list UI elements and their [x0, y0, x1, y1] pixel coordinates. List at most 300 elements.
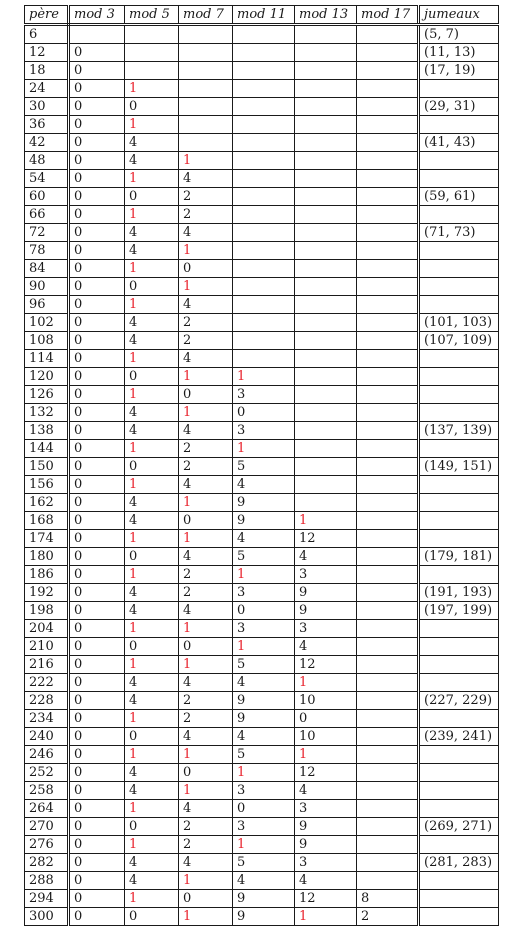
cell-mod-11: 9	[233, 692, 295, 710]
cell-jumeaux	[419, 800, 499, 818]
cell-mod-7: 0	[179, 260, 233, 278]
table-row	[25, 422, 499, 440]
cell-mod-3: 0	[69, 62, 125, 80]
cell-mod-17	[357, 206, 419, 224]
cell-jumeaux: (197, 199)	[419, 602, 499, 620]
cell-jumeaux	[419, 638, 499, 656]
cell-mod-5: 1	[125, 116, 179, 134]
cell-jumeaux	[419, 170, 499, 188]
cell-mod-3: 0	[69, 458, 125, 476]
cell-mod-11	[233, 98, 295, 116]
table-row	[25, 728, 499, 746]
cell-jumeaux	[419, 656, 499, 674]
table-row	[25, 638, 499, 656]
cell-pere: 54	[25, 170, 69, 188]
cell-mod-13	[295, 260, 357, 278]
cell-mod-17	[357, 440, 419, 458]
cell-jumeaux	[419, 494, 499, 512]
cell-mod-7: 4	[179, 602, 233, 620]
cell-mod-13	[295, 242, 357, 260]
cell-pere: 12	[25, 44, 69, 62]
cell-mod-11	[233, 296, 295, 314]
cell-mod-13	[295, 440, 357, 458]
cell-mod-5: 4	[125, 494, 179, 512]
cell-mod-5: 1	[125, 296, 179, 314]
cell-mod-11: 3	[233, 620, 295, 638]
cell-jumeaux	[419, 746, 499, 764]
cell-mod-11: 1	[233, 566, 295, 584]
cell-mod-13	[295, 278, 357, 296]
cell-mod-13	[295, 44, 357, 62]
cell-jumeaux: (5, 7)	[419, 25, 499, 44]
cell-mod-11: 3	[233, 782, 295, 800]
cell-pere: 102	[25, 314, 69, 332]
cell-mod-17	[357, 512, 419, 530]
cell-mod-7: 2	[179, 188, 233, 206]
cell-pere: 204	[25, 620, 69, 638]
cell-mod-11: 1	[233, 764, 295, 782]
cell-jumeaux: (137, 139)	[419, 422, 499, 440]
table-row	[25, 188, 499, 206]
table-row	[25, 296, 499, 314]
table-row	[25, 782, 499, 800]
cell-mod-7: 2	[179, 836, 233, 854]
cell-pere: 84	[25, 260, 69, 278]
cell-mod-5: 0	[125, 638, 179, 656]
cell-mod-7	[179, 62, 233, 80]
cell-mod-5: 1	[125, 836, 179, 854]
cell-mod-7: 2	[179, 332, 233, 350]
cell-mod-17	[357, 728, 419, 746]
cell-mod-17	[357, 278, 419, 296]
cell-mod-7	[179, 116, 233, 134]
cell-mod-17	[357, 620, 419, 638]
cell-mod-17	[357, 746, 419, 764]
table-row	[25, 404, 499, 422]
cell-mod-17	[357, 602, 419, 620]
cell-mod-7: 4	[179, 476, 233, 494]
cell-mod-3: 0	[69, 296, 125, 314]
header-mod-11: mod 11	[233, 6, 295, 25]
cell-mod-13	[295, 152, 357, 170]
header-jumeaux: jumeaux	[419, 6, 499, 25]
cell-pere: 198	[25, 602, 69, 620]
cell-mod-5: 4	[125, 512, 179, 530]
cell-mod-11	[233, 188, 295, 206]
cell-mod-7: 1	[179, 782, 233, 800]
cell-mod-3: 0	[69, 548, 125, 566]
cell-mod-5: 4	[125, 314, 179, 332]
cell-mod-5: 0	[125, 278, 179, 296]
cell-mod-11: 1	[233, 368, 295, 386]
cell-mod-7: 1	[179, 872, 233, 890]
cell-mod-17	[357, 638, 419, 656]
cell-mod-13: 9	[295, 602, 357, 620]
cell-pere: 180	[25, 548, 69, 566]
cell-mod-11	[233, 25, 295, 44]
header-mod-3: mod 3	[69, 6, 125, 25]
cell-pere: 216	[25, 656, 69, 674]
cell-jumeaux: (179, 181)	[419, 548, 499, 566]
cell-jumeaux	[419, 836, 499, 854]
cell-mod-5: 0	[125, 728, 179, 746]
table-row	[25, 368, 499, 386]
cell-pere: 66	[25, 206, 69, 224]
table-row	[25, 710, 499, 728]
cell-mod-17: 8	[357, 890, 419, 908]
cell-mod-13	[295, 476, 357, 494]
cell-mod-7: 1	[179, 746, 233, 764]
cell-mod-5: 4	[125, 224, 179, 242]
cell-jumeaux	[419, 80, 499, 98]
table-row	[25, 314, 499, 332]
cell-mod-13: 12	[295, 530, 357, 548]
cell-mod-7: 4	[179, 854, 233, 872]
cell-jumeaux	[419, 260, 499, 278]
cell-jumeaux	[419, 908, 499, 926]
cell-mod-11: 1	[233, 440, 295, 458]
cell-mod-5: 4	[125, 134, 179, 152]
cell-mod-5: 4	[125, 332, 179, 350]
cell-mod-3: 0	[69, 368, 125, 386]
cell-mod-3: 0	[69, 854, 125, 872]
cell-pere: 150	[25, 458, 69, 476]
cell-mod-13: 1	[295, 746, 357, 764]
cell-mod-5: 1	[125, 350, 179, 368]
cell-mod-3: 0	[69, 836, 125, 854]
cell-mod-17	[357, 242, 419, 260]
cell-mod-5: 1	[125, 80, 179, 98]
cell-mod-17	[357, 782, 419, 800]
table-row	[25, 494, 499, 512]
cell-mod-11	[233, 116, 295, 134]
cell-mod-17	[357, 800, 419, 818]
cell-mod-7	[179, 80, 233, 98]
cell-jumeaux: (107, 109)	[419, 332, 499, 350]
cell-mod-3: 0	[69, 800, 125, 818]
cell-mod-5: 4	[125, 782, 179, 800]
cell-pere: 30	[25, 98, 69, 116]
cell-pere: 42	[25, 134, 69, 152]
cell-mod-5: 0	[125, 368, 179, 386]
cell-mod-13	[295, 170, 357, 188]
cell-mod-13: 1	[295, 674, 357, 692]
cell-pere: 246	[25, 746, 69, 764]
cell-mod-5: 4	[125, 854, 179, 872]
cell-jumeaux: (191, 193)	[419, 584, 499, 602]
cell-mod-17	[357, 566, 419, 584]
cell-mod-17	[357, 332, 419, 350]
table-row	[25, 890, 499, 908]
cell-mod-11: 4	[233, 872, 295, 890]
cell-mod-7: 0	[179, 890, 233, 908]
table-row	[25, 25, 499, 44]
cell-mod-5: 1	[125, 170, 179, 188]
cell-mod-5: 4	[125, 674, 179, 692]
cell-pere: 192	[25, 584, 69, 602]
cell-pere: 162	[25, 494, 69, 512]
cell-mod-11	[233, 242, 295, 260]
cell-pere: 138	[25, 422, 69, 440]
cell-jumeaux: (41, 43)	[419, 134, 499, 152]
cell-mod-17	[357, 764, 419, 782]
cell-mod-5: 0	[125, 548, 179, 566]
cell-mod-17	[357, 530, 419, 548]
cell-mod-3: 0	[69, 818, 125, 836]
cell-pere: 294	[25, 890, 69, 908]
cell-mod-5: 1	[125, 530, 179, 548]
cell-jumeaux: (59, 61)	[419, 188, 499, 206]
table-row	[25, 278, 499, 296]
cell-jumeaux	[419, 512, 499, 530]
table-row	[25, 62, 499, 80]
cell-mod-7: 2	[179, 206, 233, 224]
cell-mod-17	[357, 422, 419, 440]
cell-mod-13	[295, 350, 357, 368]
cell-mod-7: 1	[179, 656, 233, 674]
cell-pere: 36	[25, 116, 69, 134]
cell-mod-3: 0	[69, 512, 125, 530]
cell-mod-17	[357, 818, 419, 836]
cell-pere: 234	[25, 710, 69, 728]
cell-mod-13: 12	[295, 764, 357, 782]
cell-pere: 114	[25, 350, 69, 368]
cell-mod-13: 4	[295, 782, 357, 800]
cell-mod-3: 0	[69, 404, 125, 422]
cell-mod-3: 0	[69, 116, 125, 134]
cell-pere: 252	[25, 764, 69, 782]
cell-pere: 300	[25, 908, 69, 926]
cell-mod-11	[233, 314, 295, 332]
cell-mod-7: 4	[179, 296, 233, 314]
cell-jumeaux: (227, 229)	[419, 692, 499, 710]
table-row	[25, 656, 499, 674]
table-body	[25, 25, 499, 926]
cell-pere: 270	[25, 818, 69, 836]
table-row	[25, 836, 499, 854]
cell-mod-5: 1	[125, 710, 179, 728]
cell-mod-17	[357, 584, 419, 602]
cell-mod-3: 0	[69, 242, 125, 260]
cell-mod-13: 10	[295, 692, 357, 710]
cell-mod-13	[295, 332, 357, 350]
cell-mod-5: 4	[125, 692, 179, 710]
cell-jumeaux: (11, 13)	[419, 44, 499, 62]
table-row	[25, 584, 499, 602]
table-row	[25, 746, 499, 764]
header-mod-13: mod 13	[295, 6, 357, 25]
cell-pere: 18	[25, 62, 69, 80]
cell-mod-7: 4	[179, 800, 233, 818]
cell-mod-13	[295, 296, 357, 314]
cell-mod-3: 0	[69, 188, 125, 206]
residue-table	[24, 5, 499, 926]
cell-mod-13: 9	[295, 818, 357, 836]
cell-mod-7: 4	[179, 170, 233, 188]
cell-mod-5: 4	[125, 584, 179, 602]
cell-mod-13	[295, 404, 357, 422]
cell-mod-5: 4	[125, 404, 179, 422]
table-row	[25, 854, 499, 872]
table-row	[25, 224, 499, 242]
cell-mod-17	[357, 44, 419, 62]
cell-mod-13: 4	[295, 872, 357, 890]
cell-mod-3: 0	[69, 134, 125, 152]
cell-mod-13	[295, 368, 357, 386]
table-row	[25, 350, 499, 368]
cell-mod-17	[357, 296, 419, 314]
cell-jumeaux: (269, 271)	[419, 818, 499, 836]
cell-jumeaux: (281, 283)	[419, 854, 499, 872]
cell-mod-5: 0	[125, 458, 179, 476]
cell-pere: 6	[25, 25, 69, 44]
cell-mod-11: 9	[233, 494, 295, 512]
table-row	[25, 152, 499, 170]
cell-pere: 174	[25, 530, 69, 548]
cell-mod-7: 2	[179, 692, 233, 710]
cell-mod-7: 4	[179, 224, 233, 242]
cell-mod-11: 4	[233, 728, 295, 746]
cell-mod-17	[357, 854, 419, 872]
cell-mod-5	[125, 44, 179, 62]
cell-jumeaux	[419, 404, 499, 422]
cell-mod-3: 0	[69, 350, 125, 368]
cell-mod-7: 4	[179, 674, 233, 692]
cell-mod-5: 1	[125, 476, 179, 494]
cell-mod-7: 1	[179, 242, 233, 260]
cell-mod-3: 0	[69, 80, 125, 98]
cell-mod-17	[357, 152, 419, 170]
cell-jumeaux: (71, 73)	[419, 224, 499, 242]
cell-mod-13	[295, 206, 357, 224]
cell-mod-3: 0	[69, 260, 125, 278]
cell-jumeaux	[419, 386, 499, 404]
cell-mod-3: 0	[69, 890, 125, 908]
cell-mod-7: 1	[179, 404, 233, 422]
cell-jumeaux	[419, 674, 499, 692]
cell-pere: 276	[25, 836, 69, 854]
cell-mod-5: 1	[125, 746, 179, 764]
cell-mod-13	[295, 494, 357, 512]
table-row	[25, 386, 499, 404]
cell-pere: 240	[25, 728, 69, 746]
cell-mod-11: 5	[233, 656, 295, 674]
cell-jumeaux	[419, 566, 499, 584]
cell-mod-5: 4	[125, 242, 179, 260]
cell-jumeaux	[419, 710, 499, 728]
cell-mod-3: 0	[69, 566, 125, 584]
cell-mod-5: 1	[125, 800, 179, 818]
table-row	[25, 818, 499, 836]
cell-mod-5: 4	[125, 872, 179, 890]
cell-mod-7: 1	[179, 908, 233, 926]
cell-mod-11: 5	[233, 854, 295, 872]
cell-mod-3: 0	[69, 206, 125, 224]
cell-pere: 48	[25, 152, 69, 170]
cell-mod-5: 0	[125, 98, 179, 116]
table-row	[25, 620, 499, 638]
cell-jumeaux	[419, 242, 499, 260]
cell-mod-5: 4	[125, 764, 179, 782]
cell-pere: 96	[25, 296, 69, 314]
cell-mod-13	[295, 98, 357, 116]
cell-mod-17	[357, 674, 419, 692]
cell-mod-11: 0	[233, 602, 295, 620]
cell-mod-7: 1	[179, 368, 233, 386]
cell-mod-13: 10	[295, 728, 357, 746]
cell-mod-7: 2	[179, 566, 233, 584]
cell-mod-5: 0	[125, 818, 179, 836]
cell-mod-5: 1	[125, 890, 179, 908]
cell-mod-17	[357, 368, 419, 386]
cell-mod-17	[357, 134, 419, 152]
cell-mod-17	[357, 170, 419, 188]
cell-mod-17: 2	[357, 908, 419, 926]
cell-mod-5: 0	[125, 188, 179, 206]
table-row	[25, 908, 499, 926]
cell-mod-13	[295, 224, 357, 242]
cell-mod-13: 3	[295, 566, 357, 584]
cell-mod-13: 9	[295, 836, 357, 854]
cell-jumeaux	[419, 764, 499, 782]
table-row	[25, 44, 499, 62]
cell-mod-5	[125, 25, 179, 44]
cell-mod-5: 1	[125, 260, 179, 278]
cell-mod-17	[357, 836, 419, 854]
cell-mod-5: 4	[125, 602, 179, 620]
cell-pere: 258	[25, 782, 69, 800]
cell-mod-7	[179, 44, 233, 62]
cell-mod-5: 4	[125, 422, 179, 440]
table-row	[25, 260, 499, 278]
cell-pere: 24	[25, 80, 69, 98]
cell-mod-13: 4	[295, 638, 357, 656]
cell-mod-11: 5	[233, 746, 295, 764]
cell-mod-5	[125, 62, 179, 80]
table-row	[25, 80, 499, 98]
cell-mod-11: 9	[233, 710, 295, 728]
table-row	[25, 98, 499, 116]
cell-pere: 282	[25, 854, 69, 872]
cell-mod-7: 0	[179, 638, 233, 656]
cell-mod-5: 0	[125, 908, 179, 926]
cell-mod-3: 0	[69, 44, 125, 62]
cell-pere: 228	[25, 692, 69, 710]
cell-mod-3: 0	[69, 494, 125, 512]
cell-mod-13	[295, 386, 357, 404]
table-row	[25, 692, 499, 710]
cell-mod-17	[357, 188, 419, 206]
table-row	[25, 530, 499, 548]
cell-jumeaux	[419, 872, 499, 890]
cell-jumeaux	[419, 296, 499, 314]
cell-mod-11: 9	[233, 512, 295, 530]
cell-jumeaux	[419, 620, 499, 638]
cell-mod-7: 4	[179, 422, 233, 440]
cell-jumeaux: (101, 103)	[419, 314, 499, 332]
cell-mod-17	[357, 98, 419, 116]
cell-mod-13: 1	[295, 908, 357, 926]
cell-jumeaux: (149, 151)	[419, 458, 499, 476]
cell-mod-11: 0	[233, 800, 295, 818]
cell-mod-7: 2	[179, 584, 233, 602]
cell-mod-3: 0	[69, 638, 125, 656]
cell-mod-7: 2	[179, 818, 233, 836]
cell-pere: 78	[25, 242, 69, 260]
cell-mod-3: 0	[69, 530, 125, 548]
cell-mod-7: 1	[179, 494, 233, 512]
cell-pere: 126	[25, 386, 69, 404]
